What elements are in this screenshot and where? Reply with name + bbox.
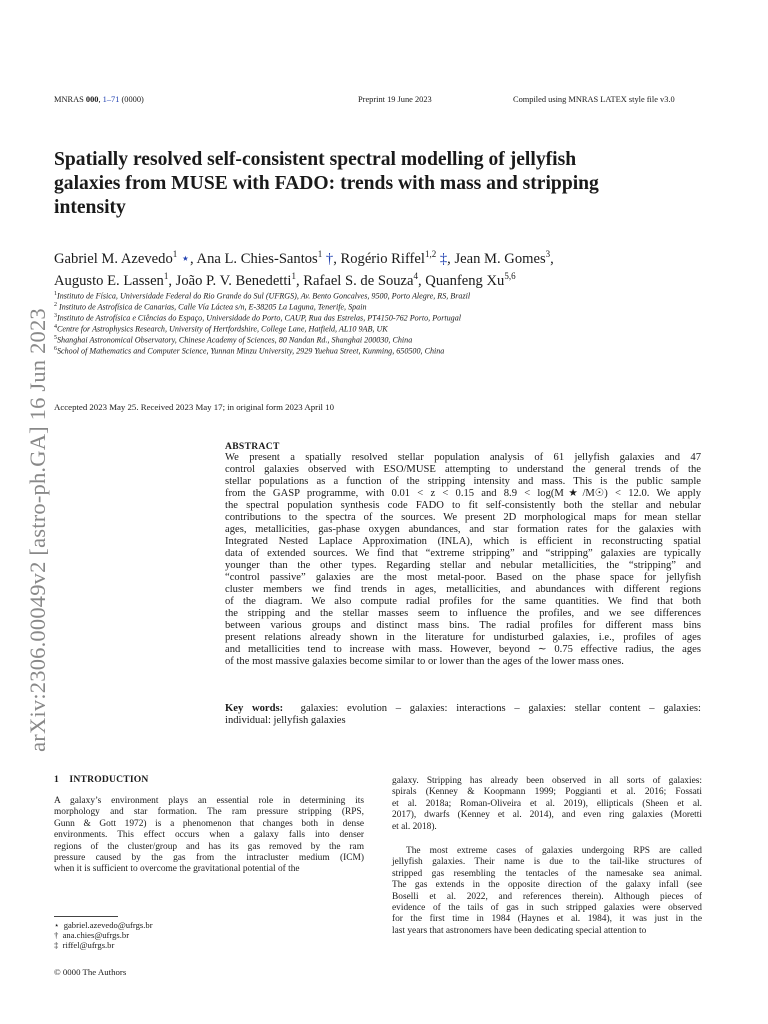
text-line: Boselli et al. 2022, and references therein). Although pieces of — [392, 891, 702, 902]
author-affil-sup: 5,6 — [504, 271, 516, 281]
footnote-mark: † — [54, 930, 59, 940]
text-line: regions of the cluster/group and has its gas removed by the ram — [54, 841, 364, 852]
text-line: cluster members we find trends in ages, metallicities, and abundances with different regions — [225, 584, 701, 595]
paper-title — [54, 148, 694, 220]
text-line: the spectral population synthesis code FADO to fit self-consistently both the stellar and nebular — [225, 500, 701, 511]
footnote-mark-link[interactable]: † — [325, 250, 334, 267]
author-name: Augusto E. Lassen — [54, 272, 164, 289]
affiliation-text: Instituto de Astrofísica e Ciências do Espaço, Universidade do Porto, CAUP, Rua das Estrelas, PT4150-762 Porto, Portugal — [57, 313, 461, 323]
author-affil-sup: 4 — [413, 271, 418, 281]
text-line: Integrated Nested Laplace Approximation (INLA), which is efficient in reconstructing spatial — [225, 536, 701, 547]
journal-year: (0000) — [121, 95, 144, 104]
keywords — [225, 703, 701, 715]
copyright: © 0000 The Authors — [54, 967, 127, 977]
keywords-text: galaxies: evolution – galaxies: interactions – galaxies: stellar content – galaxies: — [300, 703, 701, 714]
text-line: control galaxies observed with ESO/MUSE attempting to understand the general trends of the — [225, 464, 701, 475]
compiled-note: Compiled using MNRAS LATEX style file v3.0 — [513, 95, 675, 104]
affiliation-text: Instituto de Física, Universidade Federal do Rio Grande do Sul (UFRGS), Av. Bento Goncalves, 9500, Porto Alegre, RS, Brazil — [57, 291, 471, 301]
footnote — [54, 930, 129, 940]
title-line: Spatially resolved self-consistent spectral modelling of jellyfish — [54, 149, 577, 170]
text-line: “control passive” galaxies are the most metal-poor. Based on the phase space for jellyfish — [225, 572, 701, 583]
title-line: intensity — [54, 197, 126, 218]
affiliation-text: Shanghai Astronomical Observatory, Chinese Academy of Sciences, 80 Nandan Rd., Shanghai 200030, China — [57, 335, 413, 345]
text-line: ages, metallicities, gas-phase oxygen abundances, and star formation rates for the galaxies with — [225, 524, 701, 535]
text-line: stripped gas resembling the tentacles of the namesake sea animal. — [392, 868, 702, 879]
text-line: We present a spatially resolved stellar population analysis of 61 jellyfish galaxies and 47 — [225, 452, 701, 463]
footnote-mark: ‡ — [54, 940, 59, 950]
text-line: and metallicities tend to increase with mass. However, beyond ∼ 0.75 effective radius, the ages — [225, 644, 701, 655]
affiliation-text: Centre for Astrophysics Research, University of Hertfordshire, College Lane, Hatfield, AL10 9AB, UK — [57, 324, 388, 334]
footnote-rule — [54, 916, 118, 917]
text-line: the stripping and the stellar masses seem to influence the profiles, and we see differences — [225, 608, 701, 619]
text-line: 2017), dwarfs (Kenney et al. 2014), and even ring galaxies (Moretti — [392, 810, 702, 821]
affiliation — [54, 344, 734, 357]
text-line: for the first time in 1984 (Haynes et al. 1984), it was just in the — [392, 914, 702, 925]
text-line: spirals (Kenney & Koopmann 1999; Poggianti et al. 2016; Fossati — [392, 787, 702, 798]
text-line: pressure caused by the gas from the intracluster medium (ICM) — [54, 853, 364, 863]
text-line: contributions to the spectra of the sources. We present 2D morphological maps for mean stellar — [225, 512, 701, 523]
author-name: , Rogério Riffel — [333, 250, 425, 267]
footnote — [54, 920, 153, 930]
footnote-mark-link[interactable]: ⋆ — [180, 250, 191, 267]
text-line: last years that astronomers have been dedicating special attention to — [392, 925, 647, 936]
text-line: younger than the other types. Regarding stellar and nebular metallicities, the “stripping” and — [225, 560, 701, 571]
footnote-email: riffel@ufrgs.br — [62, 940, 115, 950]
affiliation-number: 6 — [54, 346, 57, 352]
text-line: et al. 2018). — [392, 821, 437, 832]
footnote — [54, 940, 114, 950]
text-line: galaxy. Stripping has already been observed in all sorts of galaxies: — [392, 776, 702, 786]
author-affil-sup: 3 — [545, 249, 551, 259]
author-name: , Rafael S. de Souza — [295, 272, 414, 289]
author-name: , João P. V. Benedetti — [168, 272, 292, 289]
text-line: A galaxy’s environment plays an essential role in determining its — [54, 796, 364, 806]
affiliation-text: School of Mathematics and Computer Science, Yunnan Minzu University, 2929 Yuehua Street, Kunming, 650500, China — [57, 346, 445, 356]
author-separator: , — [550, 250, 554, 267]
text-line: of the most massive galaxies become similar to or lower than the ages of the lower mass ones. — [225, 656, 624, 667]
text-line: present relations already shown in the literature for undisturbed galaxies, i.e., profiles of ages — [225, 632, 701, 643]
text-line: evidence of the tails of gas in such stripped galaxies were observed — [392, 903, 702, 913]
author-name: , Ana L. Chies-Santos — [190, 250, 318, 267]
affiliation-number: 1 — [54, 291, 57, 297]
affiliation-number: 4 — [54, 324, 57, 330]
text-line: jellyfish galaxies. Their name is due to the tail-like structures of — [392, 857, 702, 868]
header-journal-ref: MNRAS 000, 1–71 (0000) — [54, 95, 144, 104]
affiliation-number: 5 — [54, 335, 57, 341]
section-number: 1 — [54, 774, 59, 785]
text-line: morphology and star formation. The ram pressure stripping (RPS, — [54, 807, 364, 818]
author-name: , Quanfeng Xu — [418, 272, 505, 289]
text-line: The gas extends in the opposite direction of the galaxy infall (see — [392, 880, 702, 891]
journal-volume: 000 — [85, 95, 99, 104]
abstract-heading: ABSTRACT — [225, 441, 280, 452]
text-line: between various groups and distinct mass bins. The radial profiles for different mass bins — [225, 620, 701, 631]
footnote-email: gabriel.azevedo@ufrgs.br — [63, 920, 153, 930]
author-name: , Jean M. Gomes — [447, 250, 546, 267]
affiliation-number: 3 — [54, 313, 57, 319]
keywords-continued: individual: jellyfish galaxies — [225, 715, 346, 726]
section-heading-introduction — [54, 774, 149, 785]
text-line: et al. 2018a; Roman-Oliveira et al. 2019), ellipticals (Sheen et al. — [392, 798, 702, 809]
text-line: of the diagram. We also compute radial profiles for the same quantities. We find that both — [225, 596, 701, 607]
author-affil-sup: 1 — [163, 271, 169, 281]
text-line: stellar populations as a function of the stripping intensity and mass. This is the public sample — [225, 476, 701, 487]
author-name: Gabriel M. Azevedo — [54, 250, 173, 267]
preprint-date: Preprint 19 June 2023 — [358, 95, 432, 104]
affiliation-number: 2 — [54, 302, 57, 308]
author-affil-sup: 1,2 — [424, 249, 437, 259]
arxiv-stamp-text: arXiv:2306.00049v2 [astro-ph.GA] 16 Jun 2023 — [25, 308, 50, 752]
text-line: from the GASP programme, with 0.01 < z < 0.15 and 8.9 < log(M★/M☉) < 12.0. We apply — [225, 488, 701, 499]
footnote-email: ana.chies@ufrgs.br — [62, 930, 130, 940]
author-affil-sup: 1 — [291, 271, 296, 281]
text-line: The most extreme cases of galaxies undergoing RPS are called — [406, 846, 702, 856]
author-list-line-2 — [54, 265, 734, 292]
footnote-mark-link[interactable]: ‡ — [439, 250, 448, 267]
journal-name: MNRAS — [54, 95, 84, 104]
author-affil-sup: 1 — [317, 249, 323, 259]
keywords-label: Key words: — [225, 703, 284, 714]
footnote-mark: ⋆ — [54, 920, 60, 930]
page-range-link[interactable]: 1–71 — [102, 95, 120, 104]
text-line: Gunn & Gott 1972) is a phenomenon that changes both in dense — [54, 818, 364, 829]
affiliation-text: Instituto de Astrofísica de Canarias, Calle Vía Láctea s/n, E-38205 La Laguna, Tenerife, Spain — [57, 302, 367, 312]
accepted-dates: Accepted 2023 May 25. Received 2023 May 17; in original form 2023 April 10 — [54, 402, 334, 412]
text-line: environments. This effect occurs when a galaxy falls into denser — [54, 830, 364, 841]
title-line: galaxies from MUSE with FADO: trends with mass and stripping — [54, 173, 599, 194]
author-affil-sup: 1 — [172, 249, 178, 259]
text-line: data of extended sources. We find that “extreme stripping” and “stripping” galaxies are typically — [225, 548, 701, 559]
section-title: INTRODUCTION — [69, 774, 149, 785]
text-line: when it is sufficient to overcome the gravitational potential of the — [54, 864, 300, 875]
